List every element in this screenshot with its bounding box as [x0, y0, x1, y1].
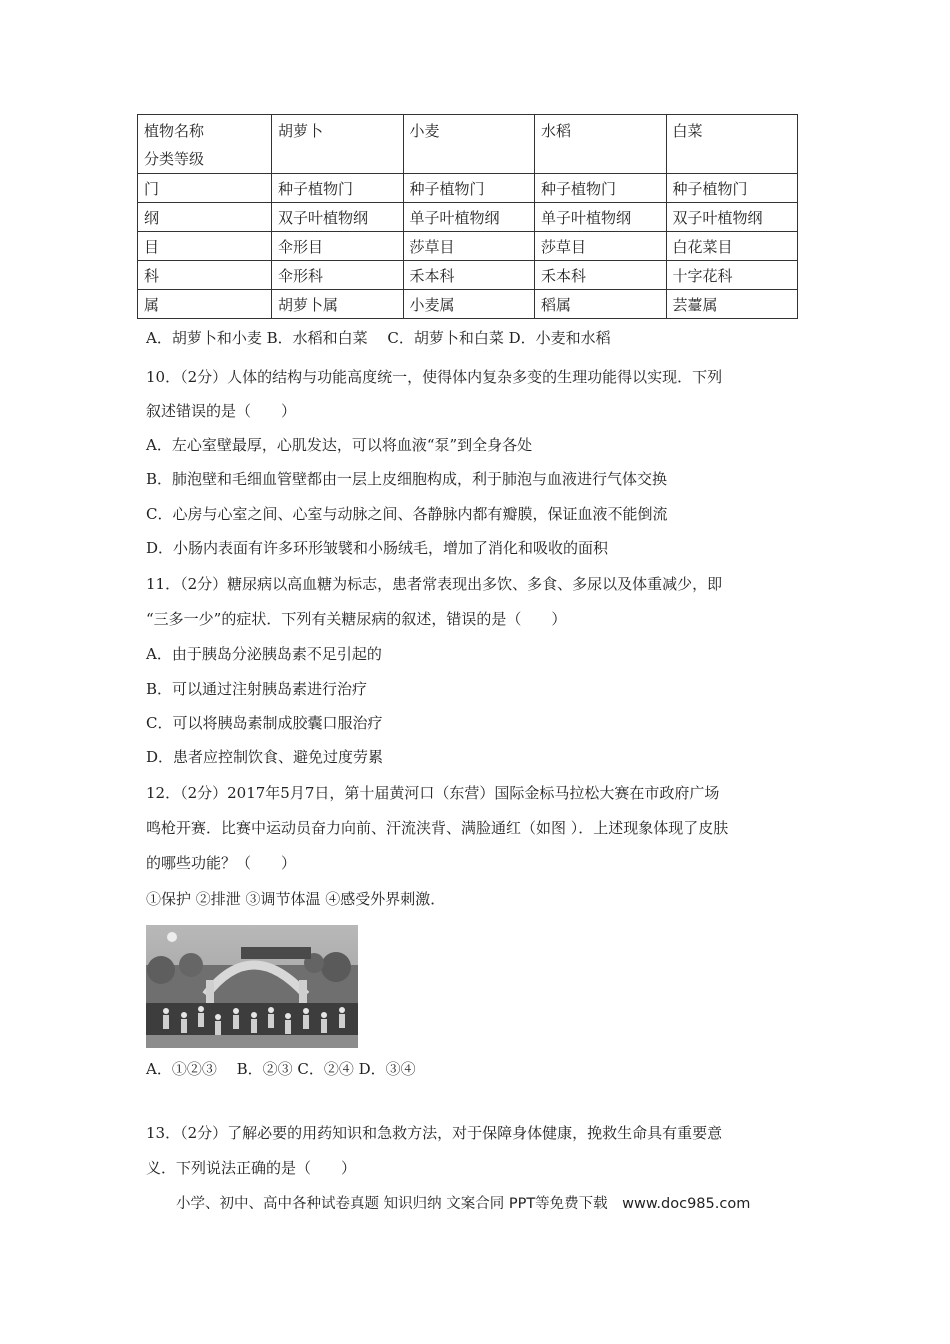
table-cell: 目 — [138, 232, 272, 261]
header-cell: 小麦 — [403, 115, 535, 174]
table-row — [138, 203, 798, 232]
q10-option-c: C．心房与心室之间、心室与动脉之间、各静脉内都有瓣膜，保证血液不能倒流 — [146, 505, 668, 523]
q10-stem-line1: 10．（2分）人体的结构与功能高度统一，使得体内复杂多变的生理功能得以实现．下列 — [146, 368, 723, 386]
table-cell: 禾本科 — [403, 261, 535, 290]
table-cell: 单子叶植物纲 — [535, 203, 667, 232]
q12-options: A．①②③ B．②③ C．②④ D．③④ — [146, 1060, 416, 1078]
table-cell: 伞形目 — [272, 232, 404, 261]
table-cell: 白花菜目 — [666, 232, 798, 261]
q13-stem-line1: 13．（2分）了解必要的用药知识和急救方法，对于保障身体健康，挽救生命具有重要意 — [146, 1124, 723, 1142]
table-cell: 芸薹属 — [666, 290, 798, 319]
q12-stem-line1: 12．（2分）2017年5月7日，第十届黄河口（东营）国际金标马拉松大赛在市政府广场 — [146, 784, 720, 802]
q11-option-b: B．可以通过注射胰岛素进行治疗 — [146, 680, 368, 698]
plant-classification-table — [137, 114, 798, 319]
table-corner-cell — [138, 115, 272, 174]
q12-items: ①保护 ②排泄 ③调节体温 ④感受外界刺激． — [146, 890, 446, 908]
q10-option-a: A．左心室壁最厚，心肌发达，可以将血液“泵”到全身各处 — [146, 436, 533, 454]
header-cell: 水稻 — [535, 115, 667, 174]
header-classification-level: 分类等级 — [144, 150, 205, 168]
q11-option-d: D．患者应控制饮食、避免过度劳累 — [146, 748, 384, 766]
table-cell: 禾本科 — [535, 261, 667, 290]
table-cell: 十字花科 — [666, 261, 798, 290]
header-plant-name: 植物名称 — [144, 122, 205, 140]
table-header-row — [138, 115, 798, 174]
table-cell: 双子叶植物纲 — [272, 203, 404, 232]
q11-stem-line2: “三多一少”的症状．下列有关糖尿病的叙述，错误的是（ ） — [146, 610, 567, 628]
table-cell: 门 — [138, 174, 272, 203]
table-cell: 双子叶植物纲 — [666, 203, 798, 232]
table-row — [138, 174, 798, 203]
table-cell: 伞形科 — [272, 261, 404, 290]
table-row — [138, 290, 798, 319]
table-cell: 种子植物门 — [666, 174, 798, 203]
table-cell: 胡萝卜属 — [272, 290, 404, 319]
table-cell: 莎草目 — [403, 232, 535, 261]
table-cell: 种子植物门 — [272, 174, 404, 203]
table-cell: 单子叶植物纲 — [403, 203, 535, 232]
table-row — [138, 261, 798, 290]
q12-stem-line2: 鸣枪开赛．比赛中运动员奋力向前、汗流浃背、满脸通红（如图 ）．上述现象体现了皮肤 — [146, 819, 729, 837]
q13-stem-line2: 义．下列说法正确的是（ ） — [146, 1159, 357, 1177]
q9-options: A．胡萝卜和小麦 B．水稻和白菜 C．胡萝卜和白菜 D．小麦和水稻 — [146, 329, 611, 347]
q11-stem-line1: 11．（2分）糖尿病以高血糖为标志，患者常表现出多饮、多食、多尿以及体重减少，即 — [146, 575, 723, 593]
marathon-photo — [146, 925, 358, 1048]
table-cell: 莎草目 — [535, 232, 667, 261]
table-cell: 种子植物门 — [403, 174, 535, 203]
header-cell: 胡萝卜 — [272, 115, 404, 174]
table-cell: 稻属 — [535, 290, 667, 319]
table-row — [138, 232, 798, 261]
header-cell: 白菜 — [666, 115, 798, 174]
table-cell: 纲 — [138, 203, 272, 232]
q11-option-a: A．由于胰岛分泌胰岛素不足引起的 — [146, 645, 382, 663]
table-cell: 小麦属 — [403, 290, 535, 319]
table-cell: 科 — [138, 261, 272, 290]
q12-stem-line3: 的哪些功能？（ ） — [146, 854, 297, 872]
table-cell: 种子植物门 — [535, 174, 667, 203]
table-cell: 属 — [138, 290, 272, 319]
q10-option-b: B．肺泡壁和毛细血管壁都由一层上皮细胞构成，利于肺泡与血液进行气体交换 — [146, 470, 668, 488]
q11-option-c: C．可以将胰岛素制成胶囊口服治疗 — [146, 714, 383, 732]
page-footer: 小学、初中、高中各种试卷真题 知识归纳 文案合同 PPT等免费下载 www.doc985.com — [176, 1196, 751, 1212]
q10-option-d: D．小肠内表面有许多环形皱襞和小肠绒毛，增加了消化和吸收的面积 — [146, 539, 609, 557]
q10-stem-line2: 叙述错误的是（ ） — [146, 402, 297, 420]
